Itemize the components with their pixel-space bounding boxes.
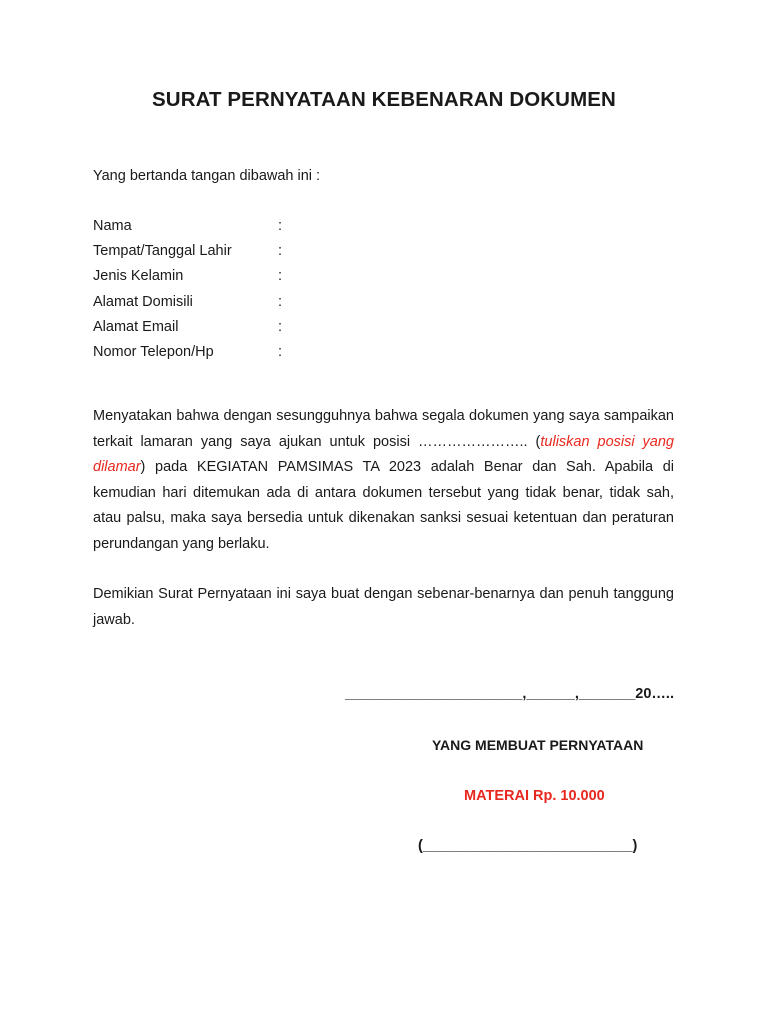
field-colon: : xyxy=(278,318,283,335)
field-colon: : xyxy=(278,218,283,234)
position-hint: tuliskan posisi yang dilamar xyxy=(93,433,674,476)
field-label: Alamat Domisili xyxy=(93,293,193,310)
field-label: Nomor Telepon/Hp xyxy=(93,343,214,360)
field-colon: : xyxy=(278,293,283,310)
field-row-alamat-domisili xyxy=(93,292,393,317)
field-row-jenis-kelamin xyxy=(93,266,393,291)
signature-line: (__________________________) xyxy=(418,838,638,854)
closing-paragraph: Demikian Surat Pernyataan ini saya buat dengan sebenar-benarnya dan penuh tanggung jawab. xyxy=(93,586,674,628)
field-row-alamat-email xyxy=(93,317,393,342)
statement-text-part1: Menyatakan bahwa dengan sesungguhnya bahwa segala dokumen yang saya sampaikan terkait lamaran yang saya ajukan untuk posisi ………………….. ( xyxy=(93,408,674,450)
signer-label: YANG MEMBUAT PERNYATAAN xyxy=(432,737,644,753)
field-row-nomor-telepon xyxy=(93,342,393,367)
intro-text: Yang bertanda tangan dibawah ini : xyxy=(93,168,321,184)
document-title: SURAT PERNYATAAN KEBENARAN DOKUMEN xyxy=(152,88,616,111)
place-date-line: ______________________,______,_______20….. xyxy=(345,686,674,702)
field-row-tempat-tanggal-lahir xyxy=(93,241,393,266)
identity-fields xyxy=(93,216,393,367)
field-colon: : xyxy=(278,343,283,360)
field-colon: : xyxy=(278,268,283,285)
statement-paragraph xyxy=(93,404,674,558)
materai-stamp-label: MATERAI Rp. 10.000 xyxy=(464,788,605,804)
field-label: Tempat/Tanggal Lahir xyxy=(93,243,232,260)
field-row-nama xyxy=(93,216,393,241)
field-label: Nama xyxy=(93,218,132,234)
statement-text-part2: ) pada KEGIATAN PAMSIMAS TA 2023 adalah Benar dan Sah. Apabila di kemudian hari ditemukan ada di antara dokumen tersebut yang tidak benar, tidak sah, atau palsu, maka saya bersedia untuk dikenakan sanksi sesuai ketentuan dan peraturan perundangan yang berlaku. xyxy=(93,459,674,552)
field-colon: : xyxy=(278,243,283,260)
field-label: Alamat Email xyxy=(93,318,179,335)
field-label: Jenis Kelamin xyxy=(93,268,184,285)
